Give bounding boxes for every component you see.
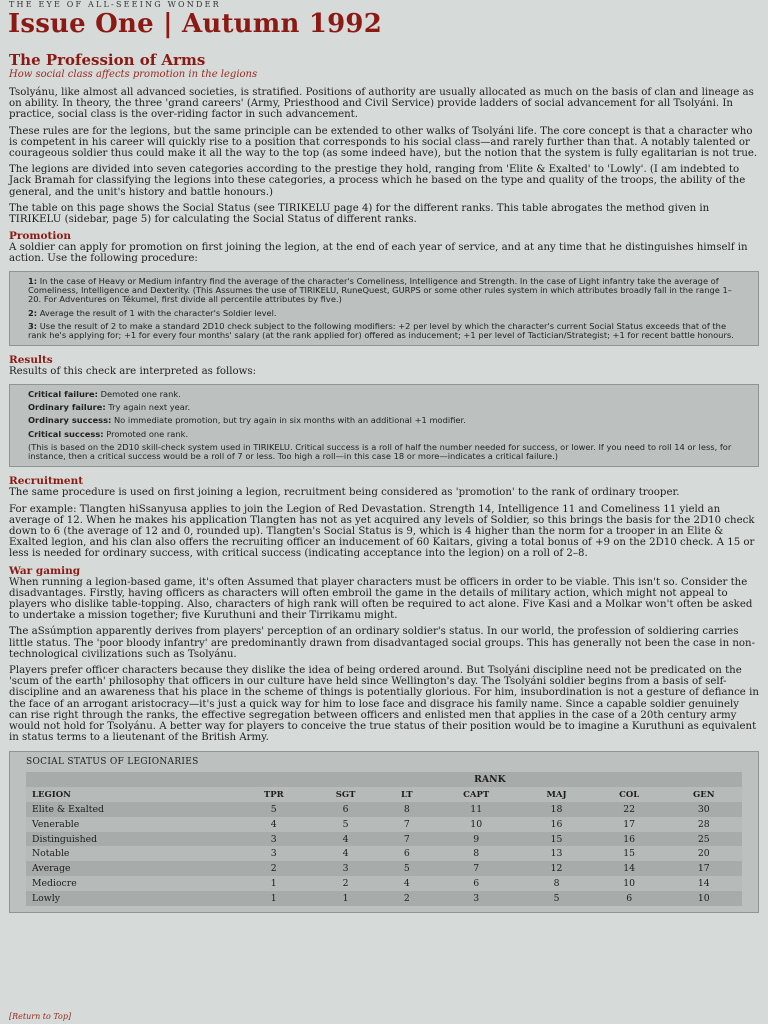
intro-paragraph: The legions are divided into seven categories according to the prestige they hold, ranging from 'Elite & Exalted' to 'Lowly'. (I am indebted to Jack Bramah for classifying the legions into these categories, a process which he based on the type and quality of the troops, the ability of the general, and the unit's history and battle honours.) (9, 164, 746, 198)
table-row (26, 876, 742, 891)
column-header: SGT (310, 787, 382, 802)
status-value-cell: 6 (432, 876, 520, 891)
status-value-cell: 1 (310, 891, 382, 906)
table-body (26, 802, 742, 906)
status-value-cell: 6 (593, 891, 666, 906)
status-value-cell: 13 (520, 846, 593, 861)
promotion-text: A soldier can apply for promotion on first joining the legion, at the end of each year of service, and at any time that he distinguishes himself in action. Use the following procedure: (9, 242, 748, 265)
rank-header: RANK (238, 772, 742, 787)
result-item (28, 403, 740, 412)
result-desc: Demoted one rank. (100, 388, 181, 399)
legion-header: LEGION (26, 787, 238, 802)
status-value-cell: 11 (432, 802, 520, 817)
result-item (28, 390, 740, 399)
step-number: 2: (28, 307, 38, 318)
result-term: Critical success: (28, 428, 104, 439)
wargaming-paragraph: When running a legion-based game, it's often Assumed that player characters must be officers in order to be viable. This isn't so. Consider the disadvantages. Firstly, having officers as characters will often embroil the game in the details of military action, which might not appeal to players who dislike table-topping. Also, characters of high rank will often be required to act alone. Five Kasi and a Molkar won't often be asked to undertake a mission together; five Kuruthuni and their Tirrikamu might. (9, 576, 753, 622)
masthead: THE EYE OF ALL-SEEING WONDER (9, 0, 221, 9)
status-value-cell: 22 (593, 802, 666, 817)
column-header: GEN (666, 787, 742, 802)
status-value-cell: 17 (666, 861, 742, 876)
status-value-cell: 8 (381, 802, 432, 817)
issue-title: Issue One | Autumn 1992 (8, 9, 383, 39)
table-row (26, 861, 742, 876)
status-value-cell: 5 (310, 817, 382, 832)
column-header: TPR (238, 787, 310, 802)
step-number: 3: (28, 320, 38, 331)
status-value-cell: 4 (238, 817, 310, 832)
procedure-step (28, 309, 740, 318)
status-value-cell: 3 (432, 891, 520, 906)
column-header: MAJ (520, 787, 593, 802)
status-value-cell: 6 (381, 846, 432, 861)
wargaming-heading: War gaming (9, 564, 81, 577)
result-term: Critical failure: (28, 388, 98, 399)
status-table-box (9, 751, 759, 912)
recruitment-paragraph: The same procedure is used on first joining a legion, recruitment being considered as 'promotion' to the rank of ordinary trooper. (9, 487, 680, 499)
table-row (26, 817, 742, 832)
table-row (26, 802, 742, 817)
status-value-cell: 2 (381, 891, 432, 906)
result-desc: No immediate promotion, but try again in six months with an additional +1 modifier. (113, 415, 466, 426)
table-caption: SOCIAL STATUS OF LEGIONARIES (26, 757, 199, 768)
status-value-cell: 5 (520, 891, 593, 906)
results-note: (This is based on the 2D10 skill-check system used in TIRIKELU. Critical success is a roll of half the number needed for success, or lower. If you need to roll 14 or less, for instance, then a critical success would be a roll of 7 or less. Too high a roll—in this case 18 or more—indicates a critical failure.) (28, 441, 732, 462)
return-to-top-link[interactable]: [Return to Top] (9, 1012, 72, 1021)
intro-paragraph: Tsolyánu, like almost all advanced societies, is stratified. Positions of authority are usually allocated as much on the basis of clan and lineage as on ability. In theory, the three 'grand careers' (Army, Priesthood and Civil Service) provide ladders of social advancement for all Tsolyáni. In practice, social class is the over-riding factor in such advancement. (9, 87, 754, 121)
blank-header-cell (26, 772, 238, 787)
status-value-cell: 6 (310, 802, 382, 817)
article-title: The Profession of Arms (9, 51, 206, 69)
status-value-cell: 15 (520, 832, 593, 847)
status-value-cell: 16 (520, 817, 593, 832)
status-value-cell: 7 (381, 832, 432, 847)
article-subtitle: How social class affects promotion in the legions (9, 69, 258, 80)
step-text: Use the result of 2 to make a standard 2D10 check subject to the following modifiers: +2 per level by which the character's current Social Status exceeds that of the rank he's applying for; +1 for every four months' salary (at the rank applied for) offered as inducement; +1 per level of Tactician/Strategist; +1 for recent battle honours. (28, 320, 734, 341)
result-desc: Promoted one rank. (106, 428, 189, 439)
status-value-cell: 10 (666, 891, 742, 906)
legion-name-cell: Notable (26, 846, 238, 861)
legion-name-cell: Venerable (26, 817, 238, 832)
table-row (26, 832, 742, 847)
status-value-cell: 15 (593, 846, 666, 861)
legion-name-cell: Elite & Exalted (26, 802, 238, 817)
status-value-cell: 17 (593, 817, 666, 832)
article (9, 52, 759, 913)
status-value-cell: 5 (238, 802, 310, 817)
status-value-cell: 8 (432, 846, 520, 861)
status-value-cell: 2 (238, 861, 310, 876)
status-value-cell: 7 (381, 817, 432, 832)
results-text: Results of this check are interpreted as follows: (9, 366, 257, 378)
table-row (26, 846, 742, 861)
wargaming-paragraph: The aSsúmption apparently derives from players' perception of an ordinary soldier's status. In our world, the profession of soldiering carries little status. The 'poor bloody infantry' are predominantly drawn from disadvantaged social groups. This has generally not been the case in non-technological civilizations such as Tsolyánu. (9, 626, 756, 660)
status-value-cell: 8 (520, 876, 593, 891)
result-term: Ordinary success: (28, 415, 112, 426)
procedure-box (9, 271, 759, 347)
column-header: COL (593, 787, 666, 802)
status-value-cell: 10 (593, 876, 666, 891)
status-value-cell: 12 (520, 861, 593, 876)
rank-header-row (26, 772, 742, 787)
intro-paragraph: The table on this page shows the Social Status (see TIRIKELU page 4) for the different ranks. This table abrogates the method given in TIRIKELU (sidebar, page 5) for calculating the Social Status of different ranks. (9, 202, 710, 226)
table-row (26, 891, 742, 906)
status-value-cell: 4 (310, 832, 382, 847)
procedure-step (28, 322, 740, 341)
promotion-heading: Promotion (9, 230, 72, 243)
legion-name-cell: Lowly (26, 891, 238, 906)
wargaming-paragraph: Players prefer officer characters because they dislike the idea of being ordered around. But Tsolyáni discipline need not be predicated on the 'scum of the earth' philosophy that officers in our culture have held since Wellington's day. The Tsolyáni soldier begins from a basis of self-discipline and an awareness that his place in the scheme of things is potentially glorious. For him, insubordination is not a gesture of defiance in the face of an arrogant aristocracy—it's just a quick way for him to lose face and disgrace his family name. Since a capable soldier genuinely can rise right through the ranks, the effective segregation between officers and enlisted men that applies in the case of a 20th century army would not hold for Tsolyánu. A better way for players to conceive the true status of their position would be to imagine a Kuruthuni as equivalent in status terms to a lieutenant of the British Army. (9, 665, 759, 744)
result-item (28, 430, 740, 439)
status-value-cell: 5 (381, 861, 432, 876)
status-value-cell: 1 (238, 876, 310, 891)
status-value-cell: 3 (310, 861, 382, 876)
procedure-step (28, 277, 740, 305)
result-desc: Try again next year. (108, 401, 191, 412)
status-value-cell: 3 (238, 832, 310, 847)
status-value-cell: 9 (432, 832, 520, 847)
results-box (9, 384, 759, 468)
status-value-cell: 16 (593, 832, 666, 847)
status-value-cell: 2 (310, 876, 382, 891)
legion-name-cell: Distinguished (26, 832, 238, 847)
status-value-cell: 14 (666, 876, 742, 891)
result-term: Ordinary failure: (28, 401, 106, 412)
status-value-cell: 18 (520, 802, 593, 817)
status-value-cell: 4 (310, 846, 382, 861)
status-value-cell: 25 (666, 832, 742, 847)
intro-paragraph: These rules are for the legions, but the same principle can be extended to other walks of Tsolyáni life. The core concept is that a character who is competent in his career will quickly rise to a position that corresponds to his social class—and rarely further than that. A notably talented or courageous soldier thus could make it all the way to the top (as some indeed have), but the notion that the system is fully egalitarian is not true. (9, 125, 758, 160)
status-value-cell: 1 (238, 891, 310, 906)
results-heading: Results (9, 354, 53, 367)
step-number: 1: (28, 275, 38, 286)
legion-name-cell: Average (26, 861, 238, 876)
step-text: In the case of Heavy or Medium infantry find the average of the character's Comeliness, Intelligence and Strength. In the case of Light infantry take the average of Comeliness, Intelligence and Dexterity. (This Assumes the use of TIRIKELU, RuneQuest, GURPS or some other rules system in which attributes broadly fall in the range 1–20. For Adventures on Tékumel, first divide all percentile attributes by five.) (28, 275, 732, 305)
status-value-cell: 14 (593, 861, 666, 876)
status-value-cell: 20 (666, 846, 742, 861)
result-item (28, 416, 740, 425)
column-header: LT (381, 787, 432, 802)
legion-name-cell: Mediocre (26, 876, 238, 891)
status-value-cell: 28 (666, 817, 742, 832)
recruitment-paragraph: For example: Tlangten hiSsanyusa applies to join the Legion of Red Devastation. Strength 14, Intelligence 11 and Comeliness 11 yield an average of 12. When he makes his application Tlangten has not as yet acquired any levels of Soldier, so this brings the basis for the 2D10 check down to 6 (the average of 12 and 0, rounded up). Tlangten's Social Status is 9, which is 4 higher than the norm for a trooper in an Elite & Exalted legion, and his clan also offers the recruiting officer an inducement of 60 Kaitars, giving a total bonus of +9 on the 2D10 check. A 15 or less is needed for ordinary success, with critical success (indicating acceptance into the legion) on a roll of 2–8. (9, 503, 755, 560)
recruitment-heading: Recruitment (9, 475, 84, 488)
status-value-cell: 4 (381, 876, 432, 891)
column-header-row (26, 787, 742, 802)
step-text: Average the result of 1 with the character's Soldier level. (39, 307, 277, 318)
status-value-cell: 10 (432, 817, 520, 832)
status-value-cell: 30 (666, 802, 742, 817)
status-value-cell: 7 (432, 861, 520, 876)
status-value-cell: 3 (238, 846, 310, 861)
social-status-table (26, 772, 742, 905)
column-header: CAPT (432, 787, 520, 802)
